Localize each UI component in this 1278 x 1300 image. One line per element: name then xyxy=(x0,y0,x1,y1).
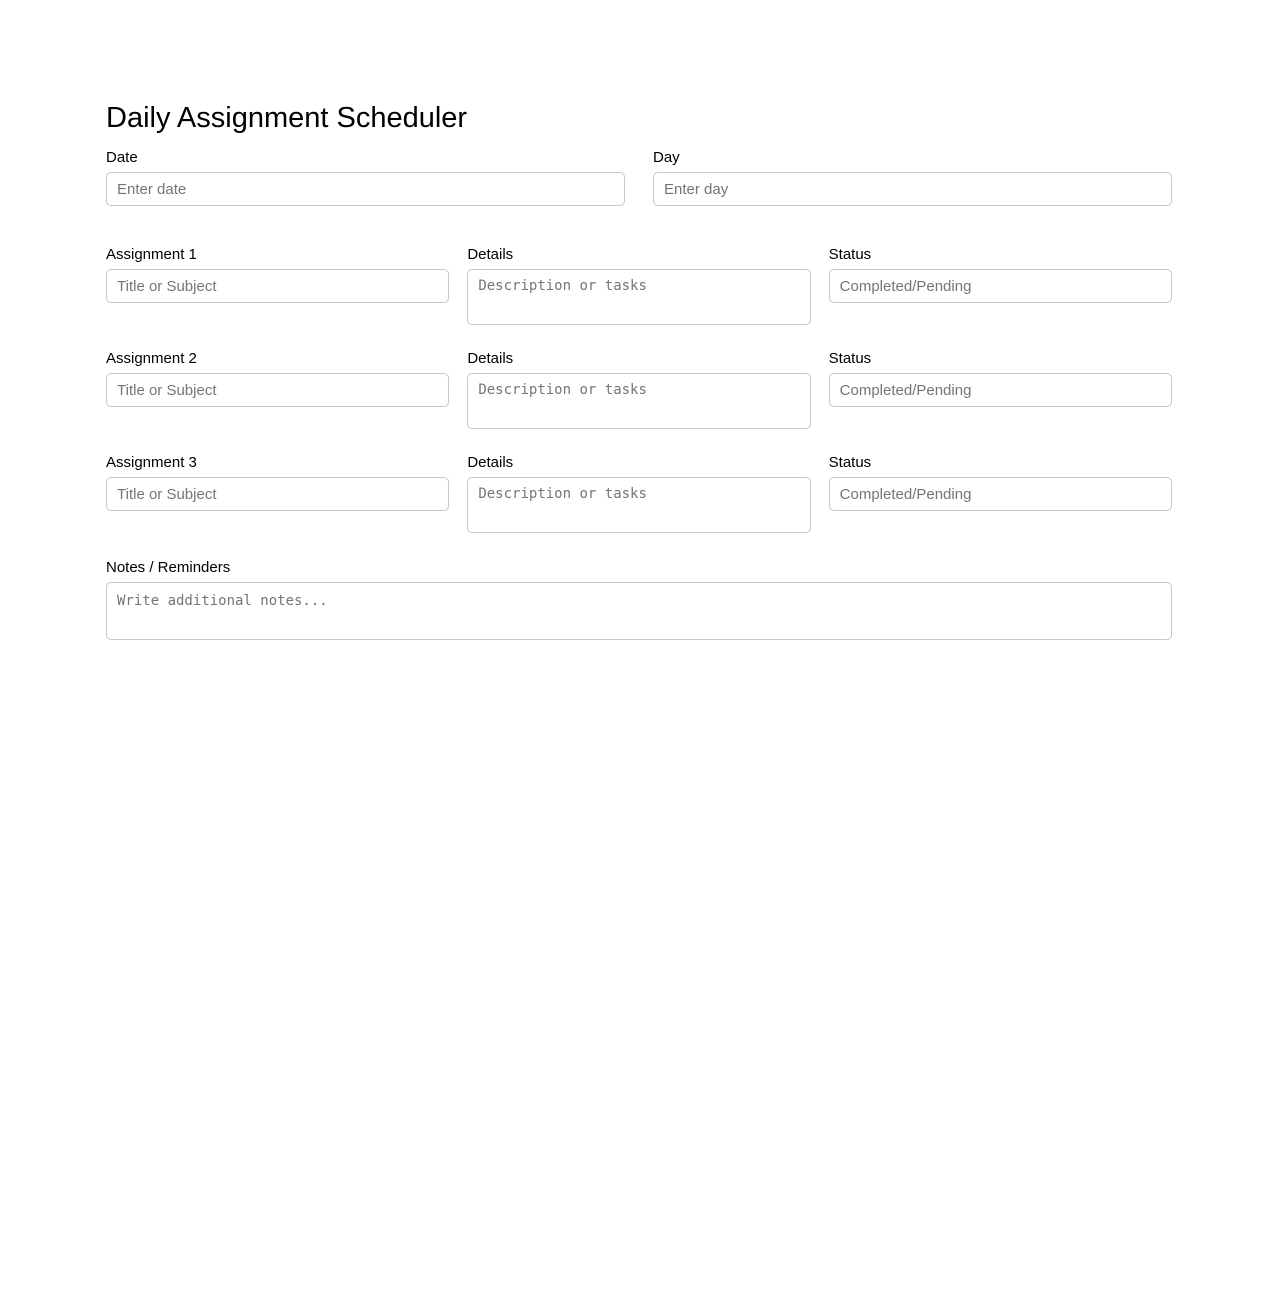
assignment-row-1 xyxy=(106,246,1172,325)
date-label: Date xyxy=(106,149,138,167)
day-field-group xyxy=(653,149,1172,206)
assignment-2-status-label: Status xyxy=(828,350,872,368)
assignment-3-details-group xyxy=(467,454,810,533)
assignment-2-details-group xyxy=(467,350,810,429)
assignment-1-details-textarea[interactable] xyxy=(467,269,810,325)
assignment-3-label: Assignment 3 xyxy=(106,454,197,472)
assignment-1-label: Assignment 1 xyxy=(106,246,197,264)
assignment-2-title-group xyxy=(106,350,449,407)
assignment-row-2 xyxy=(106,350,1172,429)
assignment-2-label: Assignment 2 xyxy=(106,350,197,368)
day-label: Day xyxy=(653,149,680,167)
assignment-3-status-group xyxy=(829,454,1172,511)
assignment-3-status-input[interactable] xyxy=(829,477,1172,511)
day-input[interactable] xyxy=(653,172,1172,206)
assignment-1-details-group xyxy=(467,246,810,325)
assignment-1-details-label: Details xyxy=(467,246,514,264)
form-container xyxy=(106,0,1172,640)
assignment-1-status-group xyxy=(829,246,1172,303)
date-field-group xyxy=(106,149,625,206)
assignment-2-details-textarea[interactable] xyxy=(467,373,810,429)
assignment-2-details-label: Details xyxy=(467,350,514,368)
assignment-2-title-input[interactable] xyxy=(106,373,449,407)
date-day-row xyxy=(106,149,1172,206)
notes-textarea[interactable] xyxy=(106,582,1172,640)
page-title: Daily Assignment Scheduler xyxy=(106,102,468,134)
assignment-3-details-label: Details xyxy=(467,454,514,472)
assignment-1-status-input[interactable] xyxy=(829,269,1172,303)
assignment-1-title-input[interactable] xyxy=(106,269,449,303)
notes-section xyxy=(106,559,1172,640)
assignment-2-status-group xyxy=(829,350,1172,407)
assignment-3-status-label: Status xyxy=(828,454,872,472)
assignment-2-status-input[interactable] xyxy=(829,373,1172,407)
assignment-3-title-input[interactable] xyxy=(106,477,449,511)
assignment-1-title-group xyxy=(106,246,449,303)
date-input[interactable] xyxy=(106,172,625,206)
notes-label: Notes / Reminders xyxy=(106,559,231,577)
assignment-3-details-textarea[interactable] xyxy=(467,477,810,533)
assignment-1-status-label: Status xyxy=(828,246,872,264)
assignment-row-3 xyxy=(106,454,1172,533)
assignment-3-title-group xyxy=(106,454,449,511)
